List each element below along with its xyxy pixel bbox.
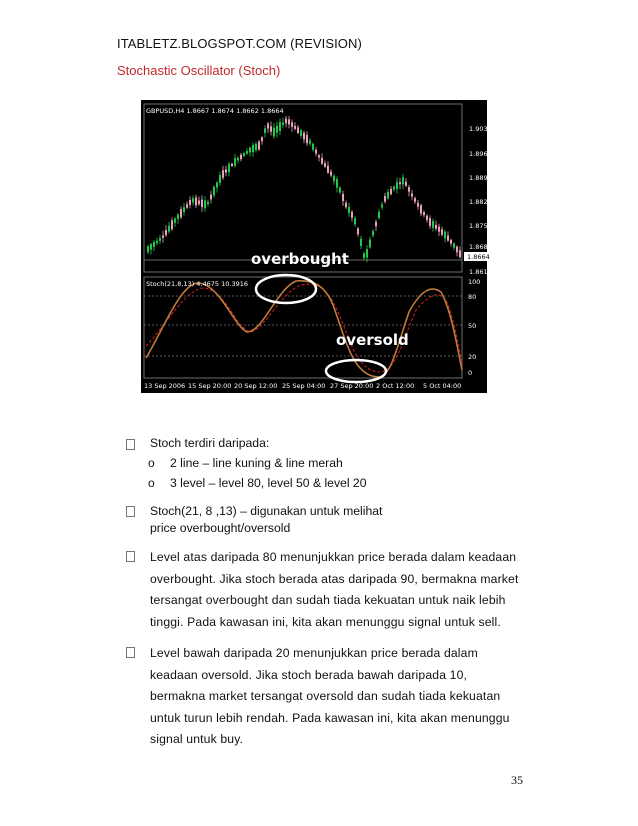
stoch-tick: 100 xyxy=(468,278,481,286)
candle-body xyxy=(378,212,380,218)
price-tick: 1.8825 xyxy=(469,198,492,206)
candle-body xyxy=(270,126,272,131)
candle-body xyxy=(204,200,206,208)
stoch-panel-frame xyxy=(144,277,462,378)
candle-body xyxy=(456,247,458,253)
candle-body xyxy=(360,239,362,246)
candle-body xyxy=(387,192,389,199)
candle-body xyxy=(195,197,197,205)
candle-body xyxy=(405,182,407,186)
price-tick: 1.8755 xyxy=(469,222,492,230)
section-title: Stochastic Oscillator (Stoch) xyxy=(117,63,281,78)
candle-body xyxy=(348,207,350,213)
candle-body xyxy=(156,241,158,244)
candle-body xyxy=(303,133,305,140)
price-panel-frame xyxy=(144,104,462,272)
body-content xyxy=(123,436,523,751)
candle-body xyxy=(390,189,392,194)
candle-body xyxy=(258,141,260,149)
candle-body xyxy=(336,179,338,188)
candle-body xyxy=(327,166,329,173)
price-tick: 1.8965 xyxy=(469,150,492,158)
candle-body xyxy=(414,198,416,202)
candle-body xyxy=(312,144,314,150)
candle-body xyxy=(351,212,353,218)
bullet-box-icon xyxy=(126,439,135,450)
candle-body xyxy=(228,164,230,172)
stoch-main-line xyxy=(146,281,462,377)
bullet-item xyxy=(123,503,523,537)
bullet-text-line: price overbought/oversold xyxy=(150,521,291,535)
candle-body xyxy=(321,158,323,164)
candle-body xyxy=(432,221,434,228)
candle-body xyxy=(279,122,281,131)
chart-svg xyxy=(141,100,492,393)
candle-body xyxy=(207,202,209,204)
candle-body xyxy=(246,151,248,154)
candle-body xyxy=(153,242,155,247)
symbol-label: GBPUSD,H4 1.8667 1.8674 1.8662 1.8664 xyxy=(146,107,284,115)
candle-body xyxy=(339,188,341,193)
bullet-item xyxy=(123,436,523,450)
candle-body xyxy=(219,175,221,183)
stoch-tick: 50 xyxy=(468,322,477,330)
candle-body xyxy=(333,176,335,181)
candle-body xyxy=(288,119,290,124)
date-label: 25 Sep 04:00 xyxy=(282,382,326,390)
price-tick: 1.8615 xyxy=(469,268,492,276)
candle-body xyxy=(261,137,263,141)
candle-body xyxy=(282,122,284,125)
overbought-label: overbought xyxy=(251,250,349,268)
candle-body xyxy=(222,170,224,178)
stoch-label: Stoch(21,8,13) 4.4675 10.3916 xyxy=(146,280,248,288)
bullet-text: Stoch terdiri daripada: xyxy=(150,436,270,450)
candle-body xyxy=(384,196,386,202)
candle-body xyxy=(168,226,170,232)
candle-body xyxy=(354,218,356,224)
stoch-signal-line xyxy=(146,284,462,372)
sub-item xyxy=(123,476,523,490)
candle-body xyxy=(420,205,422,214)
candle-body xyxy=(363,253,365,258)
bullet-text: Level bawah daripada 20 menunjukkan price berada dalam keadaan oversold. Jika stoch berada bawah daripada 10, bermakna market tersangat oversold dan sudah tiada kekuatan untuk turun lebih rendah. Pada kawasan ini, kita akan menunggu signal untuk buy. xyxy=(150,646,510,746)
candle-body xyxy=(444,232,446,239)
date-label: 27 Sep 20:00 xyxy=(330,382,374,390)
candle-body xyxy=(318,155,320,157)
bullet-text-line: Stoch(21, 8 ,13) – digunakan untuk melihat xyxy=(150,504,383,518)
candle-body xyxy=(450,240,452,244)
candle-body xyxy=(249,148,251,153)
candle-body xyxy=(294,126,296,129)
date-label: 15 Sep 20:00 xyxy=(188,382,232,390)
candle-body xyxy=(417,203,419,207)
candle-body xyxy=(324,163,326,167)
date-label: 13 Sep 2006 xyxy=(144,382,186,390)
price-tick: 1.9035 xyxy=(469,125,492,133)
candle-body xyxy=(147,246,149,252)
candle-body xyxy=(285,119,287,124)
candle-body xyxy=(267,124,269,129)
candle-body xyxy=(372,231,374,235)
candle-body xyxy=(240,155,242,159)
circle-bullet-icon: o xyxy=(148,476,155,490)
date-label: 20 Sep 12:00 xyxy=(234,382,278,390)
candle-body xyxy=(255,144,257,150)
candle-body xyxy=(171,220,173,229)
candle-body xyxy=(342,194,344,201)
candle-body xyxy=(399,182,401,184)
candle-body xyxy=(243,153,245,156)
candle-body xyxy=(234,158,236,166)
sub-item-text: 3 level – level 80, level 50 & level 20 xyxy=(170,476,367,490)
candle-body xyxy=(273,128,275,137)
candle-body xyxy=(252,145,254,152)
sub-item-text: 2 line – line kuning & line merah xyxy=(170,456,343,470)
candle-body xyxy=(165,230,167,235)
candle-body xyxy=(345,203,347,207)
stoch-tick: 80 xyxy=(468,293,477,301)
stochastic-chart-screenshot xyxy=(141,100,492,393)
bullet-item xyxy=(123,643,523,751)
candle-body xyxy=(183,207,185,212)
candle-body xyxy=(429,218,431,226)
circle-bullet-icon: o xyxy=(148,456,155,470)
candle-body xyxy=(198,201,200,205)
bullet-box-icon xyxy=(126,647,135,658)
candle-body xyxy=(174,219,176,223)
candle-body xyxy=(309,140,311,143)
candle-body xyxy=(441,229,443,234)
candle-body xyxy=(177,215,179,219)
candle-body xyxy=(216,182,218,187)
candle-body xyxy=(210,195,212,200)
sub-item xyxy=(123,456,523,470)
candle-body xyxy=(150,244,152,250)
candle-body xyxy=(180,209,182,217)
candle-body xyxy=(291,122,293,127)
candle-body xyxy=(213,187,215,196)
candle-body xyxy=(396,182,398,189)
candle-body xyxy=(408,187,410,192)
candle-body xyxy=(402,177,404,184)
candle-body xyxy=(201,200,203,207)
candle-body xyxy=(306,135,308,143)
candle-body xyxy=(426,216,428,220)
candle-body xyxy=(231,164,233,166)
candle-body xyxy=(237,158,239,160)
candle-body xyxy=(330,172,332,176)
candle-body xyxy=(453,243,455,247)
bullet-text: Level atas daripada 80 menunjukkan price berada dalam keadaan overbought. Jika stoch berada atas daripada 90, bermakna market tersangat overbought dan sudah tiada kekuatan untuk naik lebih tinggi. Pada kawasan ini, kita akan menunggu signal untuk sell. xyxy=(150,550,519,629)
candle-body xyxy=(159,238,161,241)
bullet-item xyxy=(123,547,523,633)
candle-body xyxy=(375,222,377,226)
current-price-label: 1.8664 xyxy=(467,253,490,261)
price-tick: 1.8895 xyxy=(469,174,492,182)
candle-body xyxy=(423,212,425,215)
bullet-box-icon xyxy=(126,506,135,517)
page-header: ITABLETZ.BLOGSPOT.COM (REVISION) xyxy=(117,36,362,51)
candle-body xyxy=(411,193,413,196)
stoch-tick: 20 xyxy=(468,353,477,361)
candle-body xyxy=(393,187,395,190)
candle-body xyxy=(369,239,371,247)
candle-body xyxy=(297,127,299,133)
candle-body xyxy=(192,198,194,202)
price-tick: 1.8685 xyxy=(469,243,492,251)
candle-body xyxy=(366,249,368,257)
candle-body xyxy=(357,228,359,234)
price-candles xyxy=(147,116,461,262)
candle-body xyxy=(435,225,437,229)
candle-body xyxy=(276,126,278,133)
candle-body xyxy=(459,250,461,257)
page-number: 35 xyxy=(511,773,523,787)
date-label: 2 Oct 12:00 xyxy=(376,382,415,390)
date-label: 5 Oct 04:00 xyxy=(423,382,462,390)
stoch-tick: 0 xyxy=(468,369,473,377)
candle-body xyxy=(300,130,302,136)
candle-body xyxy=(162,235,164,237)
candle-body xyxy=(438,227,440,232)
candle-body xyxy=(447,235,449,240)
candle-body xyxy=(264,128,266,133)
oversold-label: oversold xyxy=(336,331,409,349)
candle-body xyxy=(381,204,383,207)
candle-body xyxy=(225,169,227,172)
candle-body xyxy=(315,150,317,154)
bullet-box-icon xyxy=(126,551,135,562)
candle-body xyxy=(186,204,188,208)
candle-body xyxy=(189,200,191,205)
